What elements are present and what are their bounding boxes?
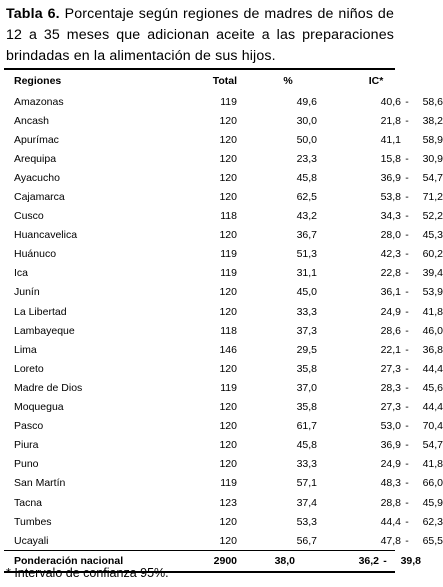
cell-percent: 31,1 — [296, 267, 317, 280]
cell-region: Huánuco — [14, 248, 57, 261]
table-row — [4, 417, 395, 436]
ic-lower: 36,9 — [380, 439, 401, 452]
ic-lower: 44,4 — [380, 515, 401, 528]
table-row — [4, 149, 395, 168]
cell-total: 120 — [219, 420, 237, 433]
cell-region: Ancash — [14, 114, 50, 127]
ic-lower: 15,8 — [380, 152, 401, 165]
cell-percent: 45,8 — [296, 171, 317, 184]
cell-total: 120 — [219, 439, 237, 452]
cell-ic — [317, 455, 443, 474]
cell-region: Lima — [14, 343, 37, 356]
table-row — [4, 168, 395, 187]
cell-percent: 37,0 — [296, 381, 317, 394]
cell-ic — [317, 302, 443, 321]
cell-total: 120 — [219, 305, 237, 318]
total-ic — [295, 551, 421, 571]
ic-separator: - — [405, 248, 409, 261]
cell-percent: 45,0 — [296, 286, 317, 299]
cell-percent: 23,3 — [296, 152, 317, 165]
ic-lower: 47,8 — [380, 534, 401, 547]
cell-total: 120 — [219, 229, 237, 242]
cell-percent: 37,4 — [296, 496, 317, 509]
cell-region: San Martín — [14, 477, 66, 490]
ic-upper: 66,0 — [422, 477, 443, 490]
cell-percent: 61,7 — [296, 420, 317, 433]
ic-upper: 39,4 — [422, 267, 443, 280]
cell-region: Moquegua — [14, 401, 64, 414]
ic-upper: 54,7 — [422, 439, 443, 452]
ic-lower: 28,6 — [380, 324, 401, 337]
table-row — [4, 378, 395, 397]
table-row — [4, 455, 395, 474]
ic-separator: - — [405, 191, 409, 204]
cell-percent: 29,5 — [296, 343, 317, 356]
cell-percent: 57,1 — [296, 477, 317, 490]
ic-upper: 58,6 — [422, 95, 443, 108]
cell-percent: 53,3 — [296, 515, 317, 528]
ic-lower: 22,8 — [380, 267, 401, 280]
cell-region: Lambayeque — [14, 324, 75, 337]
cell-ic — [317, 168, 443, 187]
ic-lower: 28,8 — [380, 496, 401, 509]
cell-percent: 49,6 — [296, 95, 317, 108]
cell-ic — [317, 359, 443, 378]
cell-ic — [317, 531, 443, 550]
ic-upper: 36,8 — [422, 343, 443, 356]
ic-separator: - — [405, 477, 409, 490]
ic-lower: 36,2 — [358, 555, 379, 568]
cell-percent: 45,8 — [296, 439, 317, 452]
ic-lower: 42,3 — [380, 248, 401, 261]
ic-lower: 22,1 — [380, 343, 401, 356]
data-table — [4, 68, 443, 573]
cell-region: Cajamarca — [14, 191, 65, 204]
cell-percent: 37,3 — [296, 324, 317, 337]
cell-ic — [317, 226, 443, 245]
table-row — [4, 512, 395, 531]
cell-percent: 35,8 — [296, 401, 317, 414]
header-total: Total — [212, 75, 237, 87]
ic-lower: 41,1 — [380, 133, 401, 146]
cell-total: 119 — [220, 477, 237, 490]
table-row — [4, 207, 395, 226]
footnote: * Intervalo de confianza 95%. — [6, 566, 169, 580]
ic-upper: 58,9 — [422, 133, 443, 146]
cell-ic — [317, 245, 443, 264]
caption-text: Porcentaje según regiones de madres de niños de 12 a 35 meses que adicionan aceite a las preparaciones brindadas en la alimentación de sus hijos. — [6, 6, 394, 64]
cell-total: 119 — [220, 381, 237, 394]
caption-label: Tabla 6. — [6, 6, 60, 22]
cell-percent: 50,0 — [296, 133, 317, 146]
cell-ic — [317, 436, 443, 455]
ic-separator: - — [405, 515, 409, 528]
cell-total: 120 — [219, 458, 237, 471]
cell-region: La Libertad — [14, 305, 67, 318]
table-row — [4, 321, 395, 340]
ic-lower: 53,8 — [380, 191, 401, 204]
table-row — [4, 474, 395, 493]
ic-upper: 45,9 — [422, 496, 443, 509]
total-region: Ponderación nacional — [14, 555, 124, 568]
ic-lower: 34,3 — [380, 210, 401, 223]
ic-separator: - — [405, 439, 409, 452]
ic-separator: - — [405, 496, 409, 509]
cell-ic — [317, 187, 443, 206]
cell-ic — [317, 283, 443, 302]
table-row — [4, 226, 395, 245]
table-row — [4, 187, 395, 206]
table-row — [4, 130, 395, 149]
table-row — [4, 92, 395, 111]
ic-separator: - — [383, 555, 387, 568]
table-row — [4, 359, 395, 378]
table-row — [4, 493, 395, 512]
cell-total: 123 — [219, 496, 237, 509]
table-row — [4, 283, 395, 302]
ic-separator: - — [405, 171, 409, 184]
cell-percent: 51,3 — [296, 248, 317, 261]
cell-ic — [317, 92, 443, 111]
cell-ic — [317, 149, 443, 168]
cell-region: Tacna — [14, 496, 43, 509]
cell-percent: 43,2 — [296, 210, 317, 223]
ic-upper: 52,2 — [422, 210, 443, 223]
ic-lower: 27,3 — [380, 362, 401, 375]
ic-lower: 28,3 — [380, 381, 401, 394]
ic-separator: - — [405, 267, 409, 280]
ic-upper: 45,3 — [422, 229, 443, 242]
cell-total: 120 — [219, 133, 237, 146]
cell-region: Ayacucho — [14, 171, 60, 184]
ic-separator: - — [405, 381, 409, 394]
cell-ic — [317, 493, 443, 512]
cell-region: Tumbes — [14, 515, 52, 528]
cell-region: Puno — [14, 458, 39, 471]
cell-total: 120 — [219, 362, 237, 375]
cell-region: Junín — [14, 286, 40, 299]
cell-region: Cusco — [14, 210, 44, 223]
cell-total: 120 — [219, 191, 237, 204]
ic-upper: 44,4 — [422, 401, 443, 414]
cell-region: Loreto — [14, 362, 44, 375]
ic-upper: 54,7 — [422, 171, 443, 184]
total-total: 2900 — [213, 555, 237, 568]
cell-ic — [317, 378, 443, 397]
cell-ic — [317, 340, 443, 359]
cell-region: Madre de Dios — [14, 381, 83, 394]
ic-upper: 53,9 — [422, 286, 443, 299]
cell-region: Ica — [14, 267, 29, 280]
cell-ic — [317, 207, 443, 226]
cell-percent: 33,3 — [296, 305, 317, 318]
table-row — [4, 302, 395, 321]
ic-upper: 70,4 — [422, 420, 443, 433]
cell-region: Pasco — [14, 420, 44, 433]
ic-lower: 53,0 — [380, 420, 401, 433]
cell-total: 146 — [219, 343, 237, 356]
ic-lower: 24,9 — [380, 458, 401, 471]
cell-percent: 36,7 — [296, 229, 317, 242]
cell-ic — [317, 512, 443, 531]
ic-upper: 65,5 — [422, 534, 443, 547]
cell-ic — [317, 398, 443, 417]
cell-ic — [317, 111, 443, 130]
cell-total: 120 — [219, 401, 237, 414]
ic-lower: 21,8 — [380, 114, 401, 127]
cell-total: 120 — [219, 515, 237, 528]
ic-lower: 28,0 — [380, 229, 401, 242]
ic-separator: - — [405, 458, 409, 471]
table-row — [4, 340, 395, 359]
ic-lower: 36,1 — [380, 286, 401, 299]
cell-total: 119 — [220, 267, 237, 280]
ic-separator: - — [405, 305, 409, 318]
ic-separator: - — [405, 152, 409, 165]
cell-total: 120 — [219, 171, 237, 184]
cell-region: Amazonas — [14, 95, 64, 108]
cell-region: Piura — [14, 439, 39, 452]
cell-total: 118 — [220, 210, 237, 223]
cell-ic — [317, 264, 443, 283]
table-row — [4, 531, 395, 550]
table-row — [4, 111, 395, 130]
ic-separator: - — [405, 229, 409, 242]
cell-percent: 33,3 — [296, 458, 317, 471]
ic-upper: 41,8 — [422, 305, 443, 318]
cell-total: 120 — [219, 286, 237, 299]
table-row — [4, 245, 395, 264]
ic-separator: - — [405, 95, 409, 108]
cell-total: 119 — [220, 95, 237, 108]
ic-separator: - — [405, 401, 409, 414]
ic-upper: 39,8 — [400, 555, 421, 568]
cell-ic — [317, 474, 443, 493]
cell-percent: 62,5 — [296, 191, 317, 204]
cell-total: 120 — [219, 114, 237, 127]
ic-lower: 48,3 — [380, 477, 401, 490]
cell-total: 120 — [219, 534, 237, 547]
ic-upper: 38,2 — [422, 114, 443, 127]
ic-lower: 36,9 — [380, 171, 401, 184]
cell-region: Apurímac — [14, 133, 59, 146]
ic-separator: - — [405, 534, 409, 547]
table-row — [4, 436, 395, 455]
cell-total: 118 — [220, 324, 237, 337]
cell-percent: 30,0 — [296, 114, 317, 127]
cell-percent: 56,7 — [296, 534, 317, 547]
ic-separator: - — [405, 286, 409, 299]
table-row — [4, 264, 395, 283]
ic-separator: - — [405, 210, 409, 223]
cell-ic — [317, 130, 443, 149]
ic-lower: 27,3 — [380, 401, 401, 414]
ic-upper: 60,2 — [422, 248, 443, 261]
cell-region: Arequipa — [14, 152, 57, 165]
ic-lower: 24,9 — [380, 305, 401, 318]
ic-separator: - — [405, 343, 409, 356]
ic-upper: 30,9 — [422, 152, 443, 165]
cell-region: Ucayali — [14, 534, 49, 547]
cell-percent: 35,8 — [296, 362, 317, 375]
cell-total: 120 — [219, 152, 237, 165]
ic-separator: - — [405, 324, 409, 337]
table-caption — [6, 4, 394, 67]
ic-upper: 44,4 — [422, 362, 443, 375]
table-header-row — [4, 70, 395, 92]
ic-upper: 62,3 — [422, 515, 443, 528]
table-row — [4, 398, 395, 417]
ic-upper: 46,0 — [422, 324, 443, 337]
cell-ic — [317, 417, 443, 436]
ic-upper: 41,8 — [422, 458, 443, 471]
ic-lower: 40,6 — [380, 95, 401, 108]
ic-upper: 45,6 — [422, 381, 443, 394]
ic-separator: - — [405, 420, 409, 433]
header-regiones: Regiones — [14, 75, 62, 87]
total-percent: 38,0 — [274, 555, 295, 568]
ic-separator: - — [405, 114, 409, 127]
ic-upper: 71,2 — [422, 191, 443, 204]
cell-region: Huancavelica — [14, 229, 78, 242]
cell-total: 119 — [220, 248, 237, 261]
header-ic: IC* — [368, 75, 384, 87]
ic-separator: - — [405, 362, 409, 375]
cell-ic — [317, 321, 443, 340]
header-percent: % — [283, 75, 293, 87]
